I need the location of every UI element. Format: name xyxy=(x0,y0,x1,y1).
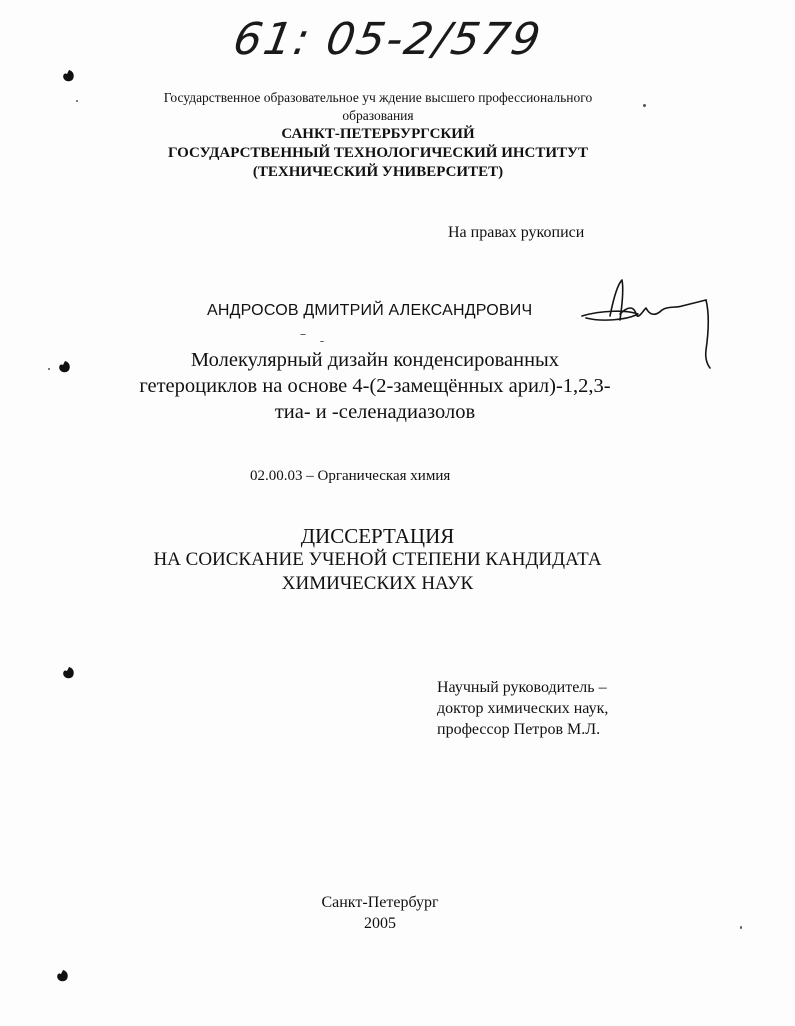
binder-hole-mark-icon xyxy=(56,969,70,983)
institution-type: Государственное образовательное уч ждение высшего профессионального xyxy=(163,90,593,105)
supervisor-degree: доктор химических наук, xyxy=(437,700,609,717)
author-name: АНДРОСОВ ДМИТРИЙ АЛЕКСАНДРОВИЧ xyxy=(207,302,533,319)
manuscript-note: На правах рукописи xyxy=(448,224,585,241)
scan-speck xyxy=(320,341,324,342)
binder-hole-mark-icon xyxy=(62,666,76,680)
archive-code-handwriting xyxy=(229,6,546,70)
supervisor-role: Научный руководитель – xyxy=(437,679,607,696)
archive-code-text: 61: 05-2/579 xyxy=(229,14,546,65)
institution-type-cont: образования xyxy=(342,108,414,123)
binder-hole-mark-icon xyxy=(62,69,76,83)
supervisor-block xyxy=(437,677,608,740)
year: 2005 xyxy=(364,915,396,932)
scan-speck xyxy=(740,926,742,929)
place-year-block xyxy=(300,892,460,934)
place: Санкт-Петербург xyxy=(321,894,439,911)
document-type-line-2: НА СОИСКАНИЕ УЧЕНОЙ СТЕПЕНИ КАНДИДАТА xyxy=(153,549,602,570)
binder-hole-mark-icon xyxy=(58,360,72,374)
specialty-code: 02.00.03 – Органическая химия xyxy=(250,468,451,484)
supervisor-name: профессор Петров М.Л. xyxy=(437,721,601,738)
document-type-heading: ДИССЕРТАЦИЯ xyxy=(300,524,455,548)
scan-speck xyxy=(643,104,646,107)
dissertation-title xyxy=(120,347,630,425)
archive-code xyxy=(229,6,546,70)
document-type xyxy=(100,524,655,596)
institution-header xyxy=(118,89,638,182)
scan-speck xyxy=(76,100,78,102)
title-line-1: Молекулярный дизайн конденсированных xyxy=(190,349,560,371)
institution-name-3: (ТЕХНИЧЕСКИЙ УНИВЕРСИТЕТ) xyxy=(252,164,504,180)
document-type-line-3: ХИМИЧЕСКИХ НАУК xyxy=(281,573,474,594)
scan-speck xyxy=(300,334,306,335)
title-line-3: тиа- и -селенадиазолов xyxy=(274,401,476,423)
institution-name-2: ГОСУДАРСТВЕННЫЙ ТЕХНОЛОГИЧЕСКИЙ ИНСТИТУТ xyxy=(167,145,589,161)
institution-name-1: САНКТ-ПЕТЕРБУРГСКИЙ xyxy=(281,126,475,142)
scan-speck xyxy=(48,368,50,370)
title-line-2: гетероциклов на основе 4-(2-замещённых арил)-1,2,3- xyxy=(139,375,611,397)
